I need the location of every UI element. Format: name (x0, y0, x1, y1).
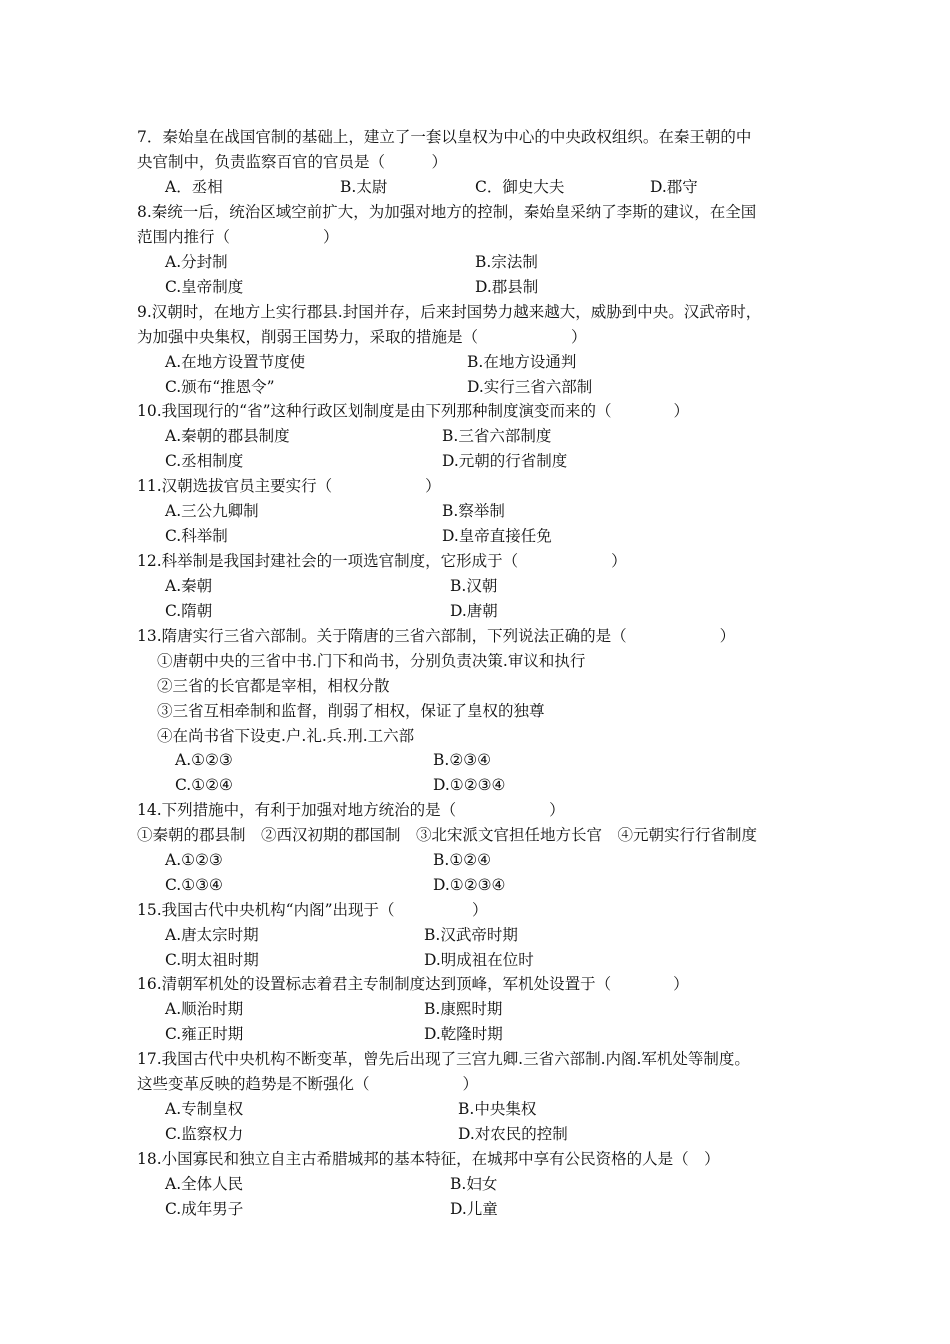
question-16-option-b: B.康熙时期 (424, 1000, 503, 1018)
question-12-option-a: A.秦朝 (165, 577, 213, 595)
question-14-option-c: C.①③④ (165, 876, 223, 894)
question-14-option-a: A.①②③ (165, 851, 223, 869)
question-15-option-c: C.明太祖时期 (165, 951, 259, 969)
question-16-option-c: C.雍正时期 (165, 1025, 244, 1043)
question-17-option-c: C.监察权力 (165, 1125, 244, 1143)
question-17-option-d: D.对农民的控制 (458, 1125, 568, 1143)
question-13-item-1: ①唐朝中央的三省中书.门下和尚书，分别负责决策.审议和执行 (157, 652, 586, 670)
question-15-option-b: B.汉武帝时期 (424, 926, 518, 944)
question-9-stem-line-2: 为加强中央集权，削弱王国势力，采取的措施是（ ） (137, 328, 587, 346)
question-8-option-a: A.分封制 (165, 253, 228, 271)
question-7-stem-line-2: 央官制中，负责监察百官的官员是（ ） (137, 153, 448, 171)
question-10-option-a: A.秦朝的郡县制度 (165, 427, 290, 445)
question-10-option-b: B.三省六部制度 (442, 427, 552, 445)
question-10-option-c: C.丞相制度 (165, 452, 244, 470)
question-13-option-c: C.①②④ (175, 776, 233, 794)
question-8-stem-line-1: 8.秦统一后，统治区域空前扩大，为加强对地方的控制，秦始皇采纳了李斯的建议，在全国 (137, 203, 757, 221)
question-15-stem: 15.我国古代中央机构“内阁”出现于（ ） (137, 901, 488, 919)
question-7-option-b: B.太尉 (340, 178, 388, 196)
question-13-item-4: ④在尚书省下设吏.户.礼.兵.刑.工六部 (157, 727, 415, 745)
question-8-option-b: B.宗法制 (475, 253, 538, 271)
question-12-option-b: B.汉朝 (450, 577, 498, 595)
question-7-option-a: A．丞相 (165, 178, 223, 196)
question-8-option-c: C.皇帝制度 (165, 278, 244, 296)
question-9-option-d: D.实行三省六部制 (467, 378, 593, 396)
question-11-option-b: B.察举制 (442, 502, 505, 520)
question-13-option-a: A.①②③ (175, 751, 233, 769)
question-7-option-c: C．御史大夫 (475, 178, 565, 196)
question-11-option-a: A.三公九卿制 (165, 502, 259, 520)
question-8-option-d: D.郡县制 (475, 278, 539, 296)
question-13-option-d: D.①②③④ (433, 776, 506, 794)
question-12-stem: 12.科举制是我国封建社会的一项选官制度，它形成于（ ） (137, 552, 627, 570)
question-14-option-b: B.①②④ (433, 851, 492, 869)
question-13-item-2: ②三省的长官都是宰相，相权分散 (157, 677, 390, 695)
question-11-stem: 11.汉朝选拔官员主要实行（ ） (137, 477, 441, 495)
question-9-option-a: A.在地方设置节度使 (165, 353, 306, 371)
question-10-option-d: D.元朝的行省制度 (442, 452, 568, 470)
question-14-stem-line-1: 14.下列措施中，有利于加强对地方统治的是（ ） (137, 801, 565, 819)
question-17-option-a: A.专制皇权 (165, 1100, 244, 1118)
question-10-stem: 10.我国现行的“省”这种行政区划制度是由下列那种制度演变而来的（ ） (137, 402, 690, 420)
question-18-option-c: C.成年男子 (165, 1200, 244, 1218)
question-14-option-d: D.①②③④ (433, 876, 506, 894)
question-15-option-a: A.唐太宗时期 (165, 926, 259, 944)
question-7-stem-line-1: 7．秦始皇在战国官制的基础上，建立了一套以皇权为中心的中央政权组织。在秦王朝的中 (137, 128, 752, 146)
question-17-option-b: B.中央集权 (458, 1100, 537, 1118)
question-7-option-d: D.郡守 (650, 178, 698, 196)
question-12-option-d: D.唐朝 (450, 602, 498, 620)
question-18-option-a: A.全体人民 (165, 1175, 244, 1193)
question-13-stem: 13.隋唐实行三省六部制。关于隋唐的三省六部制，下列说法正确的是（ ） (137, 627, 736, 645)
question-17-stem-line-2: 这些变革反映的趋势是不断强化（ ） (137, 1075, 479, 1093)
question-18-option-b: B.妇女 (450, 1175, 498, 1193)
question-9-option-b: B.在地方设通判 (467, 353, 577, 371)
question-16-option-a: A.顺治时期 (165, 1000, 244, 1018)
question-11-option-c: C.科举制 (165, 527, 228, 545)
question-9-option-c: C.颁布“推恩令” (165, 378, 275, 396)
question-12-option-c: C.隋朝 (165, 602, 213, 620)
question-18-stem: 18.小国寡民和独立自主古希腊城邦的基本特征，在城邦中享有公民资格的人是（ ） (137, 1150, 720, 1168)
question-17-stem-line-1: 17.我国古代中央机构不断变革，曾先后出现了三宫九卿.三省六部制.内阁.军机处等制度。 (137, 1050, 750, 1068)
question-8-stem-line-2: 范围内推行（ ） (137, 228, 339, 246)
question-13-item-3: ③三省互相牵制和监督，削弱了相权，保证了皇权的独尊 (157, 702, 545, 720)
question-16-option-d: D.乾隆时期 (424, 1025, 503, 1043)
question-15-option-d: D.明成祖在位时 (424, 951, 534, 969)
question-9-stem-line-1: 9.汉朝时，在地方上实行郡县.封国并存，后来封国势力越来越大，威胁到中央。汉武帝时， (137, 303, 762, 321)
question-14-stem-line-2: ①秦朝的郡县制 ②西汉初期的郡国制 ③北宋派文官担任地方长官 ④元朝实行行省制度 (137, 826, 758, 844)
question-18-option-d: D.儿童 (450, 1200, 498, 1218)
question-16-stem: 16.清朝军机处的设置标志着君主专制制度达到顶峰，军机处设置于（ ） (137, 975, 689, 993)
question-11-option-d: D.皇帝直接任免 (442, 527, 552, 545)
question-13-option-b: B.②③④ (433, 751, 492, 769)
